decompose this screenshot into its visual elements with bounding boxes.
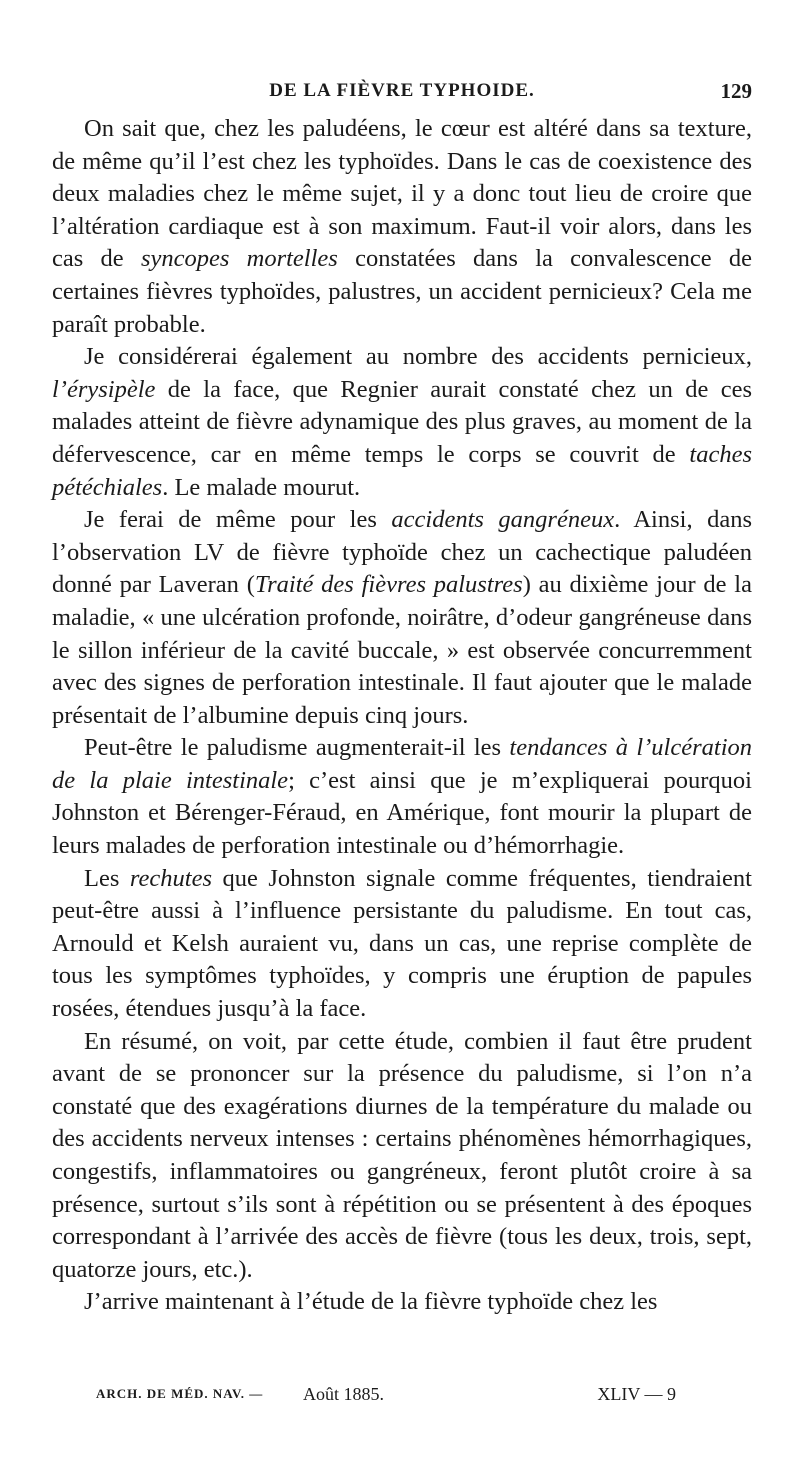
- paragraph: [52, 504, 752, 732]
- italic-phrase: rechutes: [129, 864, 212, 892]
- text-run: de la face, que Regnier aurait constaté chez un de ces malades atteint de fièvre adynamique des plus graves, au moment de la défervescence, car en même temps le corps se couvrit de: [52, 375, 752, 468]
- page-header: [52, 76, 752, 110]
- italic-phrase: taches pétéchiales: [52, 440, 752, 501]
- text-run: Peut-être le paludisme augmenterait-il les: [84, 734, 510, 762]
- italic-phrase: tendances à l’ulcération de la plaie intestinale: [52, 734, 752, 794]
- text-run: . Ainsi, dans l’observation LV de fièvre typhoïde chez un cachectique paludéen donné par Laveran (: [52, 506, 752, 599]
- paragraph: [52, 732, 752, 862]
- paragraph: [52, 1026, 752, 1287]
- paragraph: [52, 113, 752, 341]
- text-run: On sait que, chez les paludéens, le cœur est altéré dans sa texture, de même qu’il l’est chez les typhoïdes. Dans le cas de coexistence des deux maladies chez le même sujet, il y a donc tout lieu de croire que l’altération cardiaque est à son maximum. Faut-il voir alors, dans les cas de: [52, 115, 752, 273]
- text-run: Je ferai de même pour les: [84, 506, 392, 534]
- paragraph: [52, 863, 752, 1026]
- italic-phrase: l’érysipèle: [52, 375, 156, 403]
- body-text: [52, 113, 752, 1319]
- journal-abbreviation: ARCH. DE MÉD. NAV. —: [96, 1386, 264, 1401]
- italic-phrase: syncopes mortelles: [140, 245, 338, 273]
- paragraph: [52, 341, 752, 504]
- text-run: ; c’est ainsi que je m’expliquerai pourquoi Johnston et Bérenger-Féraud, en Amérique, font mourir la plupart de leurs malades de perforation intestinale ou d’hémorrhagie.: [52, 766, 752, 860]
- text-run: Les: [84, 864, 130, 892]
- text-run: ) au dixième jour de la maladie, « une ulcération profonde, noirâtre, d’odeur gangréneuse dans le sillon inférieur de la cavité buccale, » est observée concurremment avec des signes de perforation intestinale. Il faut ajouter que le malade présentait de l’albumine depuis cinq jours.: [52, 571, 752, 729]
- running-title: DE LA FIÈVRE TYPHOIDE.: [269, 80, 535, 101]
- text-run: constatées dans la convalescence de certaines fièvres typhoïdes, palustres, un accident pernicieux? Cela me paraît probable.: [52, 245, 752, 338]
- text-run: En résumé, on voit, par cette étude, combien il faut être prudent avant de se prononcer sur la présence du paludisme, si l’on n’a constaté que des exagérations diurnes de la température du malade ou des accidents nerveux intenses : certains phénomènes hémorrhagiques, congestifs, inflammatoires ou gangréneux, feront plutôt croire à sa présence, surtout s’ils sont à répétition ou se présentent à des époques correspondant à l’arrivée des accès de fièvre (tous les deux, trois, sept, quatorze jours, etc.).: [52, 1027, 752, 1283]
- italic-phrase: Traité des fièvres palustres: [254, 571, 523, 599]
- text-run: que Johnston signale comme fréquentes, tiendraient peut-être aussi à l’influence persistante du paludisme. En tout cas, Arnould et Kelsh auraient vu, dans un cas, une reprise complète de tous les symptômes typhoïdes, y compris une éruption de papules rosées, étendues jusqu’à la face.: [52, 864, 752, 1023]
- issue-date: Août 1885.: [303, 1384, 384, 1404]
- signature-mark: XLIV — 9: [597, 1384, 676, 1404]
- text-run: . Le malade mourut.: [162, 473, 361, 501]
- italic-phrase: accidents gangréneux: [391, 506, 615, 534]
- page-number: 129: [720, 79, 752, 103]
- page-footer: [96, 1384, 676, 1408]
- text-run: J’arrive maintenant à l’étude de la fièvre typhoïde chez les: [84, 1288, 658, 1316]
- paragraph: [52, 1286, 752, 1319]
- text-run: Je considérerai également au nombre des accidents pernicieux,: [84, 343, 752, 371]
